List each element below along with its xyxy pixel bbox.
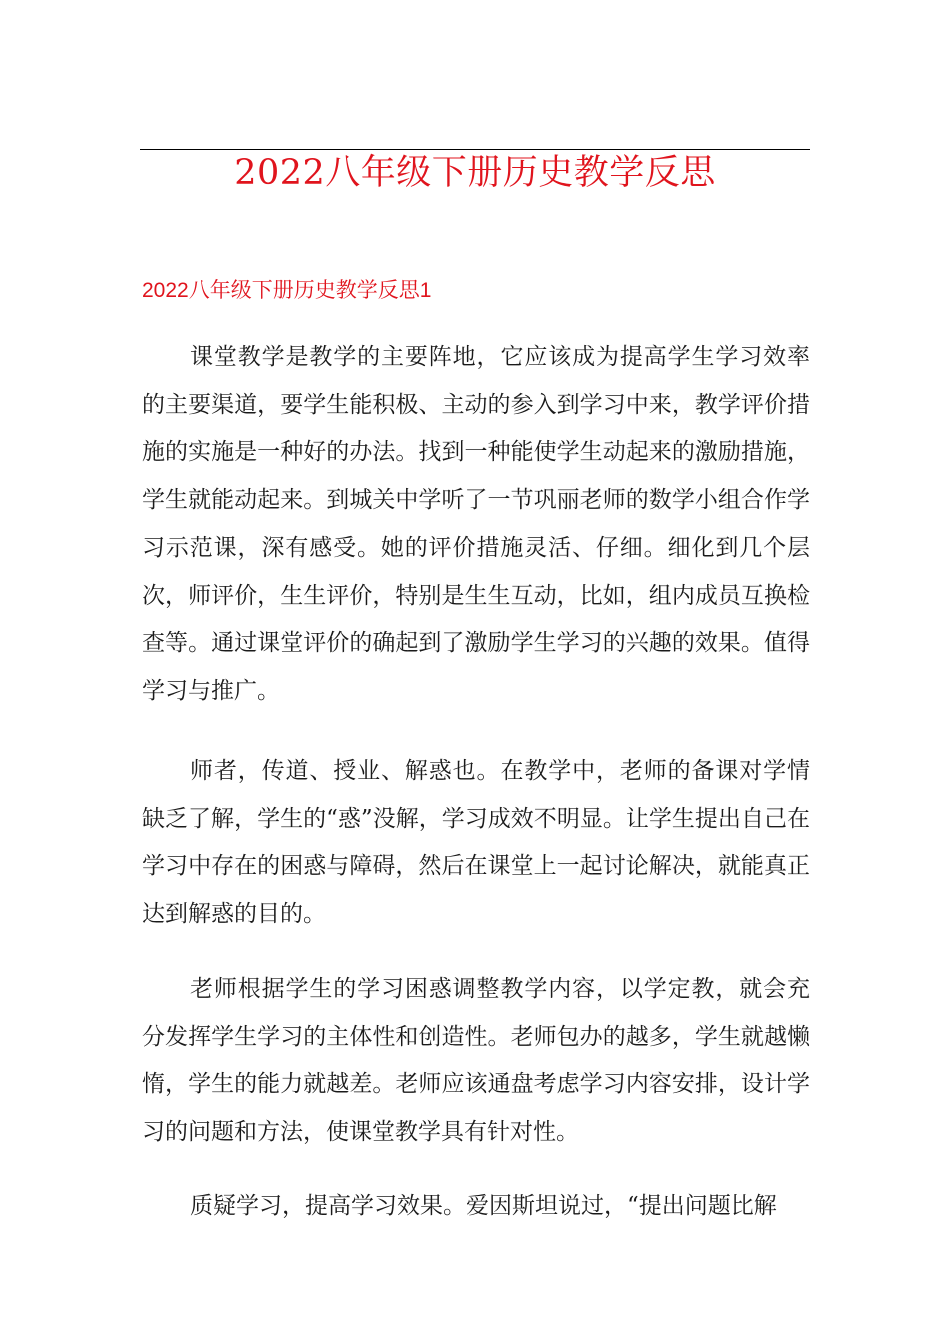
document-title: 2022八年级下册历史教学反思 — [234, 153, 716, 193]
body-paragraph-2: 师者，传道、授业、解惑也。在教学中，老师的备课对学情缺乏了解，学生的“惑”没解，学习成效不明显。让学生提出自己在学习中存在的困惑与障碍，然后在课堂上一起讨论解决，就能真正达到解惑的目的。 — [142, 758, 810, 928]
section-heading: 2022八年级下册历史教学反思1 — [142, 279, 432, 302]
body-paragraph-4: 质疑学习，提高学习效果。爱因斯坦说过，“提出问题比解 — [190, 1193, 777, 1219]
body-paragraph-1: 课堂教学是教学的主要阵地，它应该成为提高学生学习效率的主要渠道，要学生能积极、主动的参入到学习中来，教学评价措施的实施是一种好的办法。找到一种能使学生动起来的激励措施，学生就能动起来。到城关中学听了一节巩丽老师的数学小组合作学习示范课，深有感受。她的评价措施灵活、仔细。细化到几个层次，师评价，生生评价，特别是生生互动，比如，组内成员互换检查等。通过课堂评价的确起到了激励学生学习的兴趣的效果。值得学习与推广。 — [142, 344, 810, 704]
body-paragraph-3: 老师根据学生的学习困惑调整教学内容，以学定教，就会充分发挥学生学习的主体性和创造性。老师包办的越多，学生就越懒惰，学生的能力就越差。老师应该通盘考虑学习内容安排，设计学习的问题和方法，使课堂教学具有针对性。 — [142, 976, 810, 1146]
